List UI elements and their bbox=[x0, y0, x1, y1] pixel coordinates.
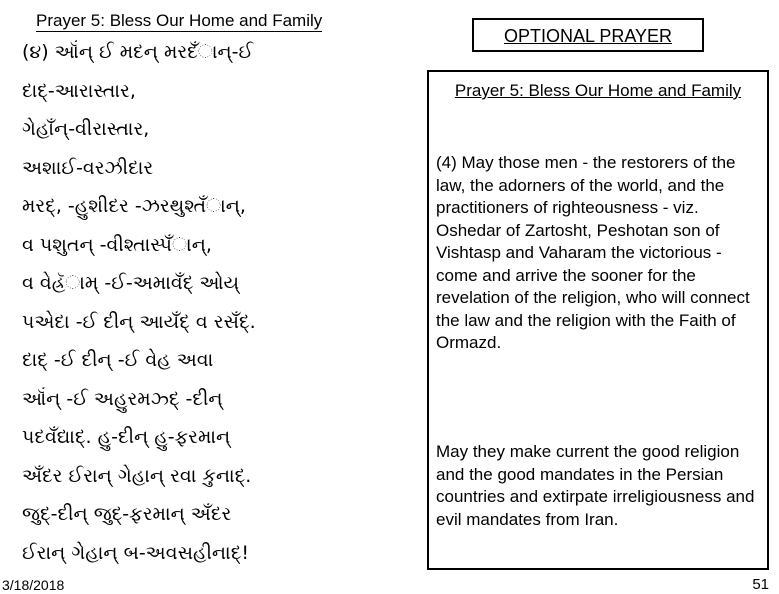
gujarati-line: (૪) ઑંન્ ઈ મદન્ મરદઁાન્-ઈ bbox=[22, 41, 254, 63]
gujarati-line: અશાઈ-વરઝીદાર bbox=[22, 156, 154, 179]
panel-title-text: Prayer 5: Bless Our Home and Family bbox=[454, 81, 742, 100]
gujarati-line: વ પશુતન્ -વીશ્તાસ્પઁાન્, bbox=[22, 233, 212, 256]
gujarati-line: પએદા -ઈ દીન્ આયઁદ્ વ રસઁદ્. bbox=[22, 310, 256, 333]
gujarati-line: ગેહાઁન્-વીરાસ્તાર, bbox=[22, 118, 150, 140]
panel-title bbox=[429, 80, 767, 102]
gujarati-line: જુદ્-દીન્ જુદ્-ફરમાન્ અઁદર bbox=[22, 503, 232, 525]
gujarati-line: દાદ્-આરાસ્તાર, bbox=[22, 79, 136, 102]
gujarati-line: ઈરાન્ ગેહાન્ બ-અવસહીનાદ્! bbox=[22, 541, 249, 564]
gujarati-line: દાદ્ -ઈ દીન્ -ઈ વેહ અવા bbox=[22, 349, 214, 371]
slide-date: 3/18/2018 bbox=[2, 577, 65, 593]
translation-paragraph-1: (4) May those men - the restorers of the law, the adorners of the world, and the practitioners of righteousness - viz. Oshedar of Zartosht, Peshotan son of Vishtasp and Vaharam the victorious - come and arrive the sooner for the revelation of the religion, who will connect the law and the religion with the Faith of Ormazd. bbox=[436, 153, 750, 352]
gujarati-line: વ વેહ્રૅામ્ -ઈ-અમાવઁદ્ ઓય્ bbox=[22, 272, 240, 294]
translation-paragraph-2: May they make current the good religion and the good mandates in the Persian countries and extirpate irreligiousness and evil mandates from Iran. bbox=[436, 442, 755, 529]
left-heading: Prayer 5: Bless Our Home and Family bbox=[36, 11, 323, 30]
translation-panel bbox=[427, 70, 769, 570]
gujarati-line: મરદ્, -હુશીદર -ઝરથુશ્તઁાન્, bbox=[22, 195, 246, 217]
gujarati-prayer-text bbox=[22, 40, 422, 579]
gujarati-line: પદવઁદ્યાદ્. હુ-દીન્ હુ-ફરમાન્ bbox=[22, 426, 231, 448]
gujarati-line: ઑંન્ -ઈ અહુરમઝ્દ્ -દીન્ bbox=[22, 387, 223, 410]
optional-prayer-text: OPTIONAL PRAYER bbox=[503, 26, 673, 46]
slide-page-number: 51 bbox=[752, 576, 769, 593]
gujarati-line: અઁદર ઈરાન્ ગેહાન્ રવા કુનાદ્. bbox=[22, 464, 252, 487]
optional-prayer-label bbox=[472, 18, 704, 52]
